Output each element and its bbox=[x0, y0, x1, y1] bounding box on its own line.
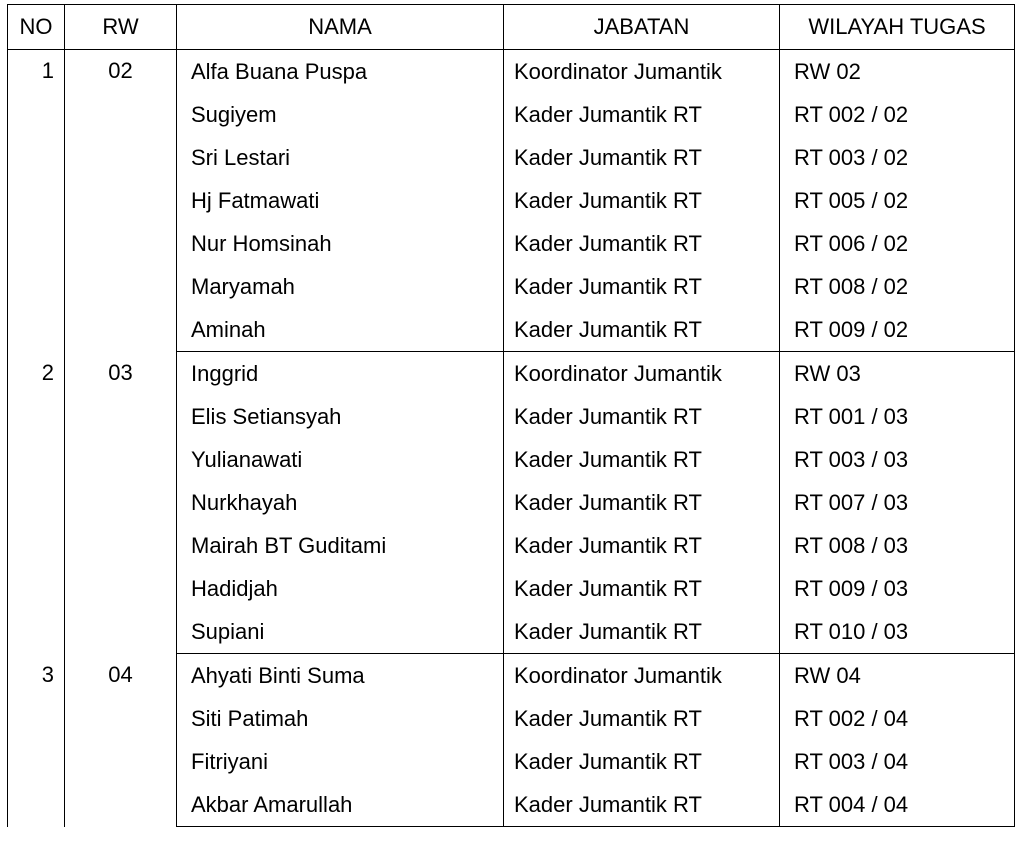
cell-nama: Mairah BT Guditami bbox=[177, 524, 504, 567]
header-nama: NAMA bbox=[177, 5, 504, 50]
cell-wilayah-tugas: RT 010 / 03 bbox=[780, 610, 1015, 654]
cell-nama: Hj Fatmawati bbox=[177, 179, 504, 222]
cell-wilayah-tugas: RT 008 / 02 bbox=[780, 265, 1015, 308]
cell-nama: Maryamah bbox=[177, 265, 504, 308]
cell-wilayah-tugas: RT 009 / 03 bbox=[780, 567, 1015, 610]
cell-wilayah-tugas: RT 001 / 03 bbox=[780, 395, 1015, 438]
table-header bbox=[8, 5, 1015, 50]
cell-jabatan: Kader Jumantik RT bbox=[504, 136, 780, 179]
cell-jabatan: Koordinator Jumantik bbox=[504, 654, 780, 698]
header-row bbox=[8, 5, 1015, 50]
cell-wilayah-tugas: RT 003 / 03 bbox=[780, 438, 1015, 481]
cell-jabatan: Kader Jumantik RT bbox=[504, 481, 780, 524]
cell-nama: Akbar Amarullah bbox=[177, 783, 504, 827]
cell-jabatan: Kader Jumantik RT bbox=[504, 740, 780, 783]
cell-jabatan: Kader Jumantik RT bbox=[504, 222, 780, 265]
cell-wilayah-tugas: RT 006 / 02 bbox=[780, 222, 1015, 265]
cell-jabatan: Kader Jumantik RT bbox=[504, 610, 780, 654]
cell-wilayah-tugas: RT 004 / 04 bbox=[780, 783, 1015, 827]
cell-jabatan: Kader Jumantik RT bbox=[504, 308, 780, 352]
cell-nama: Elis Setiansyah bbox=[177, 395, 504, 438]
cell-wilayah-tugas: RT 008 / 03 bbox=[780, 524, 1015, 567]
cell-rw: 02 bbox=[65, 50, 177, 352]
cell-jabatan: Kader Jumantik RT bbox=[504, 179, 780, 222]
cell-wilayah-tugas: RT 003 / 02 bbox=[780, 136, 1015, 179]
cell-wilayah-tugas: RT 009 / 02 bbox=[780, 308, 1015, 352]
header-wilayah-tugas: WILAYAH TUGAS bbox=[780, 5, 1015, 50]
cell-wilayah-tugas: RW 02 bbox=[780, 50, 1015, 94]
cell-rw: 03 bbox=[65, 352, 177, 654]
cell-jabatan: Kader Jumantik RT bbox=[504, 395, 780, 438]
cell-jabatan: Kader Jumantik RT bbox=[504, 697, 780, 740]
cell-nama: Siti Patimah bbox=[177, 697, 504, 740]
cell-nama: Inggrid bbox=[177, 352, 504, 396]
table-body bbox=[8, 50, 1015, 827]
cell-nama: Alfa Buana Puspa bbox=[177, 50, 504, 94]
cell-nama: Nurkhayah bbox=[177, 481, 504, 524]
cell-nama: Supiani bbox=[177, 610, 504, 654]
table-row bbox=[8, 352, 1015, 396]
cell-jabatan: Koordinator Jumantik bbox=[504, 352, 780, 396]
cell-nama: Ahyati Binti Suma bbox=[177, 654, 504, 698]
cell-nama: Nur Homsinah bbox=[177, 222, 504, 265]
cell-wilayah-tugas: RT 003 / 04 bbox=[780, 740, 1015, 783]
cell-jabatan: Koordinator Jumantik bbox=[504, 50, 780, 94]
cell-jabatan: Kader Jumantik RT bbox=[504, 567, 780, 610]
header-no: NO bbox=[8, 5, 65, 50]
cell-wilayah-tugas: RW 04 bbox=[780, 654, 1015, 698]
cell-rw: 04 bbox=[65, 654, 177, 827]
cell-wilayah-tugas: RT 005 / 02 bbox=[780, 179, 1015, 222]
table-row bbox=[8, 50, 1015, 94]
cell-wilayah-tugas: RT 002 / 04 bbox=[780, 697, 1015, 740]
cell-wilayah-tugas: RW 03 bbox=[780, 352, 1015, 396]
cell-jabatan: Kader Jumantik RT bbox=[504, 524, 780, 567]
cell-nama: Sri Lestari bbox=[177, 136, 504, 179]
cell-no: 1 bbox=[8, 50, 65, 352]
cell-wilayah-tugas: RT 007 / 03 bbox=[780, 481, 1015, 524]
cell-jabatan: Kader Jumantik RT bbox=[504, 265, 780, 308]
cell-nama: Sugiyem bbox=[177, 93, 504, 136]
cell-nama: Hadidjah bbox=[177, 567, 504, 610]
cell-nama: Yulianawati bbox=[177, 438, 504, 481]
jumantik-table bbox=[7, 4, 1015, 827]
cell-no: 3 bbox=[8, 654, 65, 827]
header-rw: RW bbox=[65, 5, 177, 50]
cell-jabatan: Kader Jumantik RT bbox=[504, 93, 780, 136]
table-row bbox=[8, 654, 1015, 698]
cell-nama: Fitriyani bbox=[177, 740, 504, 783]
header-jabatan: JABATAN bbox=[504, 5, 780, 50]
cell-no: 2 bbox=[8, 352, 65, 654]
cell-jabatan: Kader Jumantik RT bbox=[504, 783, 780, 827]
cell-nama: Aminah bbox=[177, 308, 504, 352]
cell-jabatan: Kader Jumantik RT bbox=[504, 438, 780, 481]
cell-wilayah-tugas: RT 002 / 02 bbox=[780, 93, 1015, 136]
